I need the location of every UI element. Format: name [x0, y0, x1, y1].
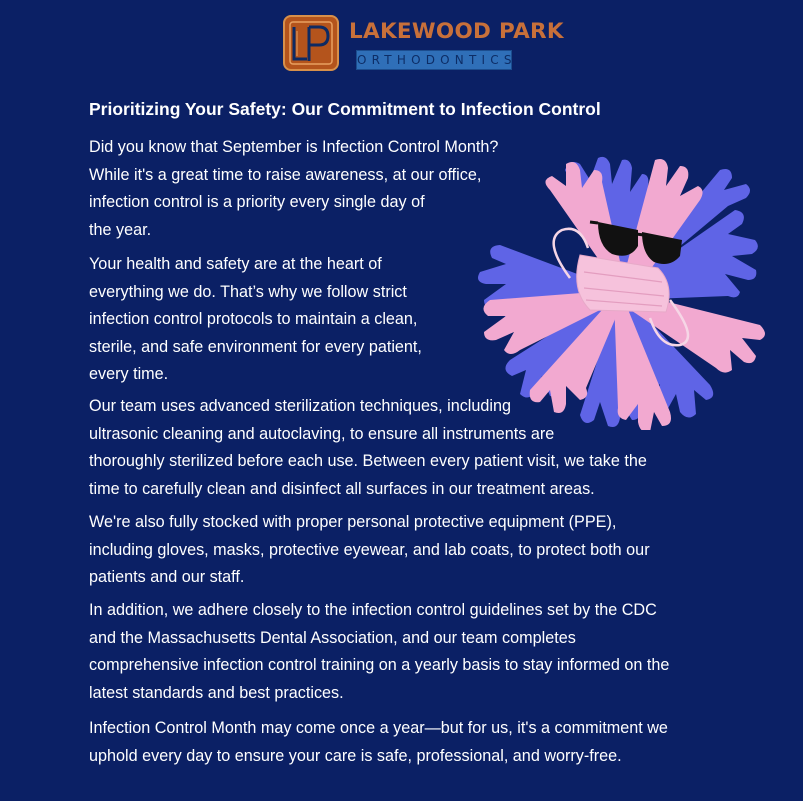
- paragraph-line: the year.: [89, 220, 152, 239]
- logo-practice-name: LAKEWOOD PARK: [349, 19, 564, 44]
- paragraph-line: While it's a great time to raise awareness, at our office,: [89, 165, 482, 184]
- paragraph-line: everything we do. That’s why we follow strict: [89, 282, 407, 301]
- paragraph-line: infection control protocols to maintain a clean,: [89, 310, 418, 328]
- paragraph-line: infection control is a priority every single day of: [89, 193, 425, 211]
- logo-practice-subtitle: ORTHODONTICS: [356, 50, 512, 70]
- paragraph-line: Did you know that September is Infection Control Month?: [89, 138, 499, 156]
- paragraph-line: uphold every day to ensure your care is safe, professional, and worry-free.: [89, 746, 622, 765]
- paragraph-line: latest standards and best practices.: [89, 683, 344, 702]
- paragraph-line: and the Massachusetts Dental Association, and our team completes: [89, 628, 576, 647]
- paragraph-guidelines: [89, 597, 669, 707]
- paragraph-line: comprehensive infection control training on a yearly basis to stay informed on the: [89, 656, 670, 674]
- paragraph-line: Your health and safety are at the heart of: [89, 255, 382, 273]
- ppe-gloves-mask-illustration: [470, 150, 770, 430]
- paragraph-line: Infection Control Month may come once a year—but for us, it's a commitment we: [89, 719, 668, 737]
- paragraph-line: including gloves, masks, protective eyewear, and lab coats, to protect both our: [89, 540, 650, 559]
- paragraph-commitment: [89, 715, 668, 770]
- lp-monogram-icon: [283, 15, 339, 71]
- paragraph-infection-control-month: [89, 134, 498, 244]
- paragraph-line: every time.: [89, 365, 169, 383]
- paragraph-health-safety: [89, 251, 422, 389]
- practice-logo[interactable]: [283, 14, 564, 74]
- paragraph-line: thoroughly sterilized before each use. Between every patient visit, we take the: [89, 452, 647, 470]
- paragraph-line: We're also fully stocked with proper personal protective equipment (PPE),: [89, 513, 617, 531]
- paragraph-line: Our team uses advanced sterilization techniques, including: [89, 397, 512, 415]
- paragraph-line: sterile, and safe environment for every patient,: [89, 337, 422, 356]
- paragraph-line: In addition, we adhere closely to the infection control guidelines set by the CDC: [89, 601, 657, 619]
- paragraph-line: time to carefully clean and disinfect all surfaces in our treatment areas.: [89, 479, 595, 498]
- paragraph-line: ultrasonic cleaning and autoclaving, to ensure all instruments are: [89, 424, 555, 443]
- paragraph-ppe: [89, 509, 650, 592]
- article-headline: Prioritizing Your Safety: Our Commitment to Infection Control: [89, 99, 601, 119]
- paragraph-line: patients and our staff.: [89, 568, 245, 586]
